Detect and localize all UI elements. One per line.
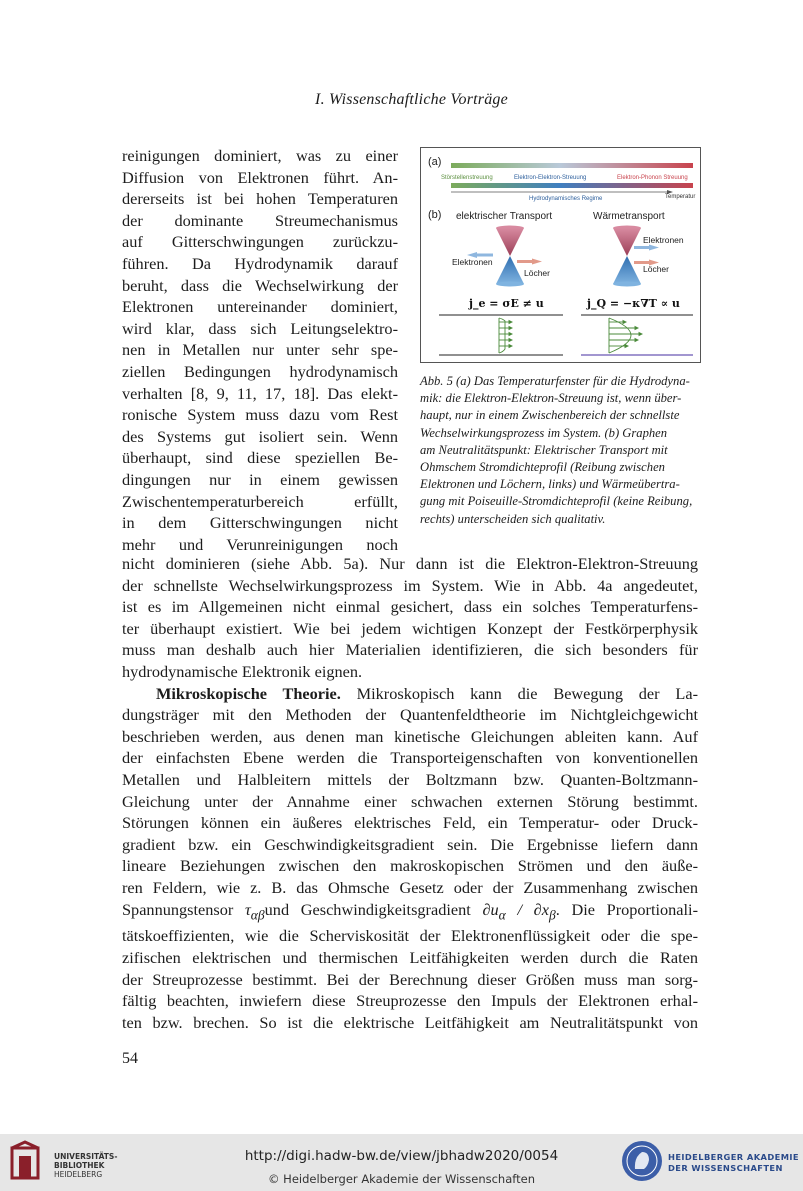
text-line: nen in Metallen nur unter sehr spe- (122, 340, 398, 360)
ub-line: UNIVERSITÄTS- (54, 1152, 118, 1161)
caption-line: Abb. 5 (a) Das Temperaturfenster für die Hydrodyna- (420, 374, 690, 388)
text-line: ren Feldern, wie z. B. das Ohmsche Gesetz oder der Zusammenhang zwischen (122, 877, 698, 897)
hadw-line: DER WISSENSCHAFTEN (668, 1163, 783, 1173)
text-line: der schnellste Wechselwirkungsprozess im System. Wie in Abb. 4a angedeutet, (122, 575, 698, 595)
hadw-logo-text (668, 1152, 799, 1174)
caption-line: Wechselwirkungsprozess im System. (b) Graphen (420, 425, 668, 440)
math-symbol: ∂u (482, 899, 499, 919)
text-line: beruht, dass die Wechselwirkung der (122, 275, 398, 295)
math-symbol: τ (244, 899, 251, 919)
text-line: ten bzw. brechen. So ist die elektrische Leitfähigkeit am Neutralitätspunkt von (122, 1012, 698, 1032)
caption-line: am Neutralitätspunkt: Elektrischer Transport mit (420, 442, 668, 457)
arrow-right-blue-icon (649, 245, 659, 251)
caption-line: Elektronen und Löchern, links) und Wärmeübertra- (420, 477, 680, 492)
text-line: Zwischentemperaturbereich erfüllt, (122, 491, 398, 511)
text-line: dererseits ist bei hohen Temperaturen (122, 189, 398, 209)
text-line-math (122, 899, 698, 926)
ub-line: BIBLIOTHEK (54, 1161, 105, 1170)
text-line: ziellen Bedingungen hydrodynamisch (122, 361, 398, 381)
label-stoerstellenstreuung: Störstellenstreuung (441, 175, 493, 181)
label-elektronen-right: Elektronen (643, 235, 684, 245)
math-tau (244, 899, 265, 922)
text-line: der einfachsten Ebene werden die Transporteigenschaften von konventionellen (122, 748, 698, 768)
label-ep-streuung: Elektron-Phonon Streuung (617, 175, 688, 181)
text-line: zifischen elektrischen und thermischen Leitfähigkeiten werden durch die Raten (122, 947, 698, 967)
text-line: Störungen können ein äußeres elektrisches Feld, ein Temperatur- oder Druck- (122, 813, 698, 833)
text-line: führen. Da Hydrodynamik darauf (122, 253, 398, 273)
arrow-right-blue-shaft (634, 246, 649, 249)
math-symbol: ∂x (533, 899, 549, 919)
panel-label-a: (a) (428, 156, 442, 168)
scattering-bar-bottom (451, 183, 693, 188)
text-line: der Streuprozesse bestimmt. Bei der Berechnung dieser Größen muss man sorg- (122, 969, 698, 989)
arrow-right-red-shaft (517, 260, 532, 263)
text-line: auf Gitterschwingungen zurückzu- (122, 232, 398, 252)
text-line: der dominante Streumechanismus (122, 210, 398, 230)
text-line: beschrieben werden, aus denen man kinetische Gleichungen ableiten kann. Auf (122, 726, 698, 746)
text-line: verhalten [8, 9, 11, 17, 18]. Das elekt- (122, 383, 398, 403)
text-line: nicht dominieren (siehe Abb. 5a). Nur dann ist die Elektron-Elektron-Streuung (122, 554, 698, 573)
caption-line: haupt, nur in einem Zwischenbereich der schnellste (420, 408, 680, 423)
math-slash: / (505, 899, 534, 919)
text-line: überhaupt, sind diese speziellen Be- (122, 448, 398, 468)
label-temperatur: Temperatur (665, 194, 696, 200)
text-line: Diffusion von Elektronen führt. An- (122, 167, 398, 187)
math-subscript: β (548, 906, 556, 922)
math-subscript: α (498, 906, 506, 922)
cone-bottom-rim-right (613, 282, 641, 287)
panel-label-b: (b) (428, 209, 442, 221)
label-elektronen-left: Elektronen (452, 257, 493, 267)
copyright-notice: © Heidelberger Akademie der Wissenschaften (268, 1172, 535, 1186)
poiseuille-profile (609, 318, 642, 353)
running-title: I. Wissenschaftliche Vorträge (315, 91, 508, 108)
math-subscript: αβ (250, 906, 265, 922)
figure-5-graphic (421, 148, 700, 362)
cone-bottom-rim-left (496, 282, 524, 287)
scattering-bar-top (451, 163, 693, 168)
ohmic-profile (499, 318, 512, 353)
cone-top-right (613, 228, 641, 256)
text-line: hydrodynamische Elektronik eignen. (122, 661, 363, 681)
math-gradient (482, 899, 556, 922)
label-loecher-right: Löcher (643, 264, 669, 274)
caption-line: rechts) unterscheiden sich qualitativ. (420, 511, 606, 526)
cone-top-left (496, 228, 524, 256)
hadw-logo[interactable] (620, 1139, 800, 1187)
ub-line: HEIDELBERG (54, 1170, 103, 1179)
text-line: ronische System muss dazu vom Rest (122, 405, 398, 425)
title-waermetransport: Wärmetransport (593, 211, 665, 222)
text-line: muss man deshalb auch hier Materialien identifizieren, die sich besonders für (122, 640, 698, 660)
text-line: in dem Gitterschwingungen nicht (122, 513, 398, 533)
equation-heat: j_Q = −κ∇T ∝ u (587, 297, 680, 310)
caption-line: gung mit Poiseuille-Stromdichteprofil (keine Reibung, (420, 494, 693, 509)
text-line: wird klar, dass sich Leitungselektro- (122, 318, 398, 338)
text-line: des Systems gut isoliert sein. Wenn (122, 426, 398, 446)
text-line: Gleichung unter der Annahme einer schwachen externen Störung bestimmt. (122, 791, 698, 811)
paragraph-heading: Mikroskopische Theorie. (156, 683, 341, 703)
text-line: ter überhaupt existiert. Wie bei jedem wichtigen Konzept der Festkörperphysik (122, 618, 698, 638)
page-number: 54 (122, 1050, 138, 1067)
hadw-line: HEIDELBERGER AKADEMIE (668, 1152, 799, 1162)
label-hydro-regime: Hydrodynamisches Regime (529, 196, 603, 202)
caption-line: mik: die Elektron-Elektron-Streuung ist, wenn über- (420, 391, 682, 406)
paragraph-heading-line (122, 683, 698, 705)
label-loecher-left: Löcher (524, 268, 550, 278)
text-line: tätskoeffizienten, wie die Scherviskosität der Elektronenflüssigkeit oder die spe- (122, 926, 698, 946)
text-line: mehr und Verunreinigungen noch (122, 534, 398, 554)
figure-5 (420, 147, 701, 363)
label-ee-streuung: Elektron-Elektron-Streuung (514, 175, 587, 181)
hadw-seal-icon (620, 1139, 664, 1183)
text-line: ist es im Allgemeinen nicht einmal gesichert, dass ein solches Temperaturfens- (122, 597, 698, 617)
text-line: Metallen und Halbleitern mittels der Boltzmann bzw. Quanten-Boltzmann- (122, 769, 698, 789)
running-header (0, 91, 803, 109)
text-line: gradient bzw. ein Geschwindigkeitsgradient sein. Die Ergebnisse liefern dann (122, 834, 698, 854)
text-line: dungsträger mit den Methoden der Quantenfeldtheorie im Nichtgleichgewicht (122, 705, 698, 725)
cone-bottom-right (613, 256, 641, 284)
permalink[interactable]: http://digi.hadw-bw.de/view/jbhadw2020/0054 (244, 1148, 559, 1164)
title-elektrischer-transport: elektrischer Transport (456, 211, 553, 222)
text-fragment: Mikroskopisch kann die Bewegung der La- (356, 683, 698, 703)
caption-line: Ohmschem Stromdichteprofil (Reibung zwischen (420, 460, 665, 475)
text-fragment: und Geschwindigkeitsgradient (264, 899, 471, 919)
text-line: lineare Beziehungen zwischen den makroskopischen Strömen und den äuße- (122, 856, 698, 876)
viewer-footer (0, 1134, 803, 1191)
text-fragment: Spannungstensor (122, 899, 234, 919)
text-line: dingungen nur in einem gewissen (122, 469, 398, 489)
text-fragment: . Die Proportionali- (555, 899, 698, 919)
equation-electrical: j_e = σE ≠ u (469, 297, 544, 310)
text-line: reinigungen dominiert, was zu einer (122, 146, 398, 165)
left-column-text (122, 145, 398, 555)
text-line: fältig beachten, inwiefern diese Streuprozesse den Impuls der Elektronen erhal- (122, 991, 698, 1011)
text-line: Elektronen untereinander dominiert, (122, 297, 398, 317)
full-width-text (122, 553, 698, 1033)
arrow-right-red-icon (532, 259, 542, 265)
figure-caption (420, 373, 701, 528)
